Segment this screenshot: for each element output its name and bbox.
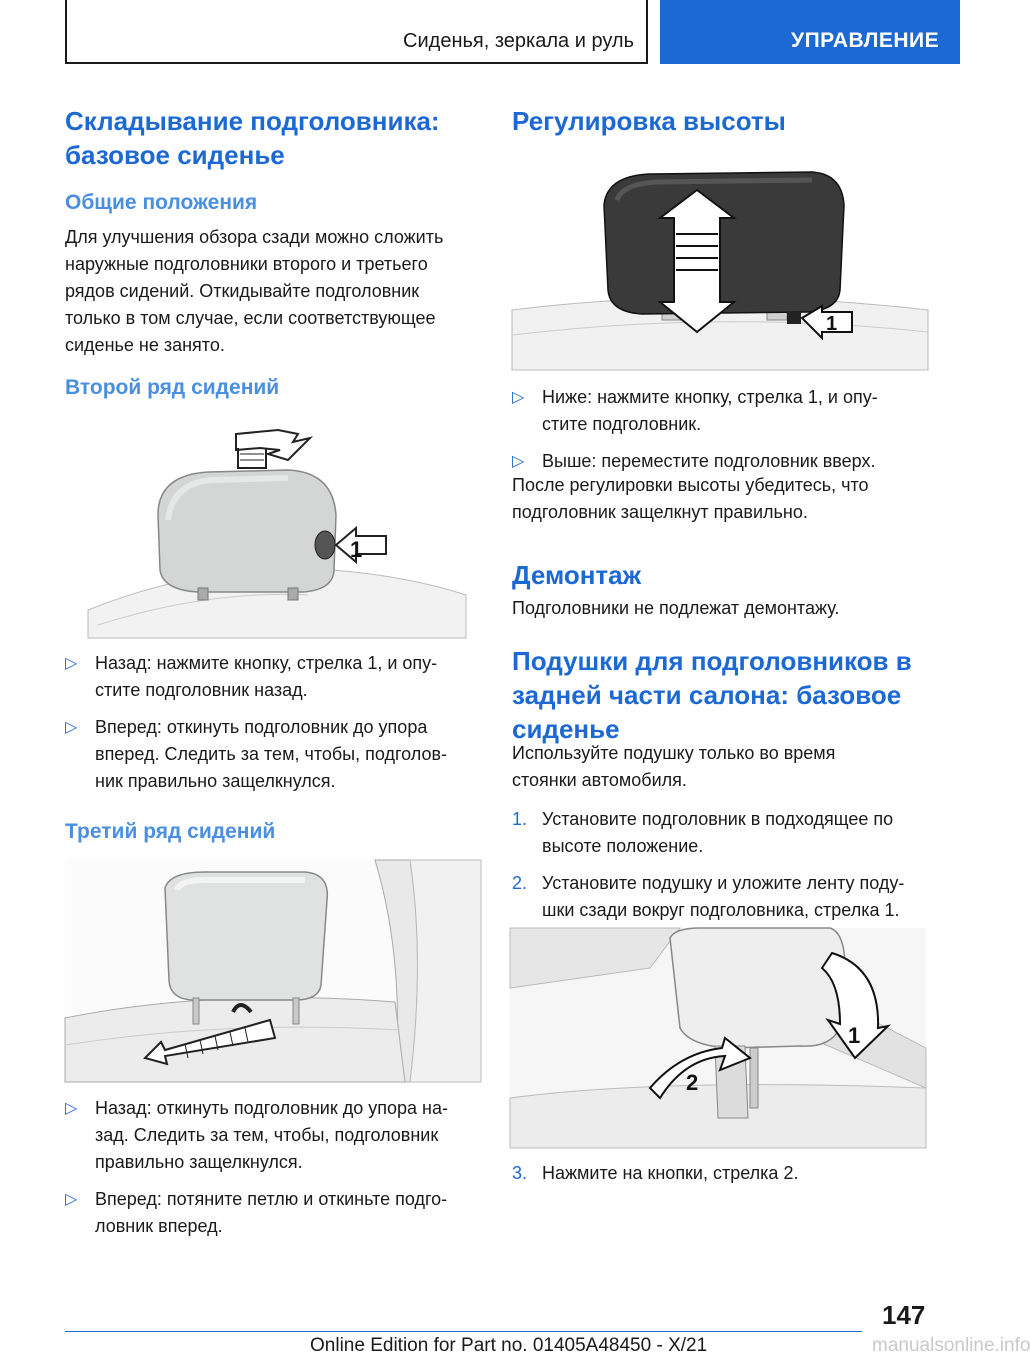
list-item <box>65 714 485 795</box>
row2-bullets <box>65 650 485 795</box>
text-line: только в том случае, если соответствующее <box>65 308 436 328</box>
row3-heading: Третий ряд сидений <box>65 820 276 843</box>
text-line: рядов сидений. Откидывайте подголовник <box>65 281 420 301</box>
edition-note: Online Edition for Part no. 01405A48450 - X/21 <box>310 1335 708 1356</box>
step-number: 3. <box>512 1163 528 1183</box>
pillow-heading <box>512 644 932 746</box>
text-line: Ниже: нажмите кнопку, стрелка 1, и опу- <box>542 387 878 407</box>
list-item <box>512 806 932 860</box>
list-item <box>65 650 485 704</box>
callout-1-label: 1 <box>826 313 838 335</box>
bullet-triangle-icon: ▷ <box>65 655 78 672</box>
pillow-illustration <box>510 928 926 1148</box>
page-title-line1: Складывание подголовника: <box>65 106 440 136</box>
bullet-triangle-icon: ▷ <box>65 719 78 736</box>
row3-bullets <box>65 1095 485 1240</box>
row2-headrest-illustration <box>88 420 466 638</box>
list-item <box>512 448 932 475</box>
callout-2-label: 2 <box>686 1070 699 1095</box>
text-line: зад. Следить за тем, чтобы, подголовник <box>95 1125 439 1145</box>
text-line: вперед. Следить за тем, чтобы, подголов- <box>95 744 448 764</box>
text-line: стите подголовник назад. <box>95 680 308 700</box>
height-after-text <box>512 472 932 526</box>
steps-list <box>512 806 932 924</box>
text-line: стите подголовник. <box>542 414 702 434</box>
bullet-triangle-icon: ▷ <box>65 1100 78 1117</box>
text-line: высоте положение. <box>542 836 704 856</box>
callout-1-label: 1 <box>350 537 363 562</box>
heading-line: задней части салона: базовое <box>512 680 902 710</box>
text-line: Вперед: откинуть подголовник до упора <box>95 717 428 737</box>
text-line: Установите подголовник в подходящее по <box>542 809 894 829</box>
bullet-triangle-icon: ▷ <box>65 1191 78 1208</box>
text-line: сиденье не занято. <box>65 335 225 355</box>
height-bullets <box>512 384 932 475</box>
text-line: После регулировки высоты убедитесь, что <box>512 475 869 495</box>
callout-1-label: 1 <box>848 1023 861 1048</box>
text-line: ловник вперед. <box>95 1216 223 1236</box>
list-item <box>512 870 932 924</box>
heading-line: сиденье <box>512 714 620 744</box>
step-number: 1. <box>512 809 528 829</box>
steps-list-continued <box>512 1160 932 1187</box>
row2-heading: Второй ряд сидений <box>65 376 280 399</box>
text-line: Для улучшения обзора сзади можно сложить <box>65 227 444 247</box>
removal-heading: Демонтаж <box>512 560 642 590</box>
chapter-title: Сиденья, зеркала и руль <box>403 30 634 52</box>
page-title <box>65 104 485 172</box>
text-line: Назад: откинуть подголовник до упора на- <box>95 1098 448 1118</box>
heading-line: Подушки для подголовников в <box>512 646 912 676</box>
text-line: Используйте подушку только во время <box>512 743 836 763</box>
page-number: 147 <box>882 1300 926 1330</box>
text-line: ник правильно защелкнулся. <box>95 771 336 791</box>
bullet-triangle-icon: ▷ <box>512 389 525 406</box>
header-chapter-box <box>65 0 648 64</box>
footer-divider <box>65 1331 862 1332</box>
text-line: стоянки автомобиля. <box>512 770 687 790</box>
text-line: подголовник защелкнут правильно. <box>512 502 808 522</box>
removal-text: Подголовники не подлежат демонтажу. <box>512 598 840 618</box>
list-item <box>512 1160 932 1187</box>
text-line: шки сзади вокруг подголовника, стрелка 1. <box>542 900 900 920</box>
text-line: Вперед: потяните петлю и откиньте подго- <box>95 1189 448 1209</box>
text-line: наружные подголовники второго и третьего <box>65 254 428 274</box>
watermark: manualsonline.info <box>872 1335 1030 1356</box>
text-line: правильно защелкнулся. <box>95 1152 303 1172</box>
list-item <box>65 1095 485 1176</box>
text-line: Выше: переместите подголовник вверх. <box>542 451 876 471</box>
list-item <box>512 384 932 438</box>
height-heading: Регулировка высоты <box>512 106 786 136</box>
height-adjust-illustration <box>512 160 928 370</box>
pillow-intro <box>512 740 932 794</box>
row3-headrest-illustration <box>65 860 481 1082</box>
bullet-triangle-icon: ▷ <box>512 453 525 470</box>
text-line: Нажмите на кнопки, стрелка 2. <box>542 1163 799 1183</box>
text-line: Назад: нажмите кнопку, стрелка 1, и опу- <box>95 653 438 673</box>
text-line: Установите подушку и уложите ленту поду- <box>542 873 905 893</box>
general-heading: Общие положения <box>65 191 258 214</box>
section-tab[interactable] <box>660 0 960 64</box>
step-number: 2. <box>512 873 528 893</box>
general-text <box>65 224 485 359</box>
list-item <box>65 1186 485 1240</box>
page-title-line2: базовое сиденье <box>65 140 285 170</box>
section-tab-label: УПРАВЛЕНИЕ <box>791 29 940 52</box>
